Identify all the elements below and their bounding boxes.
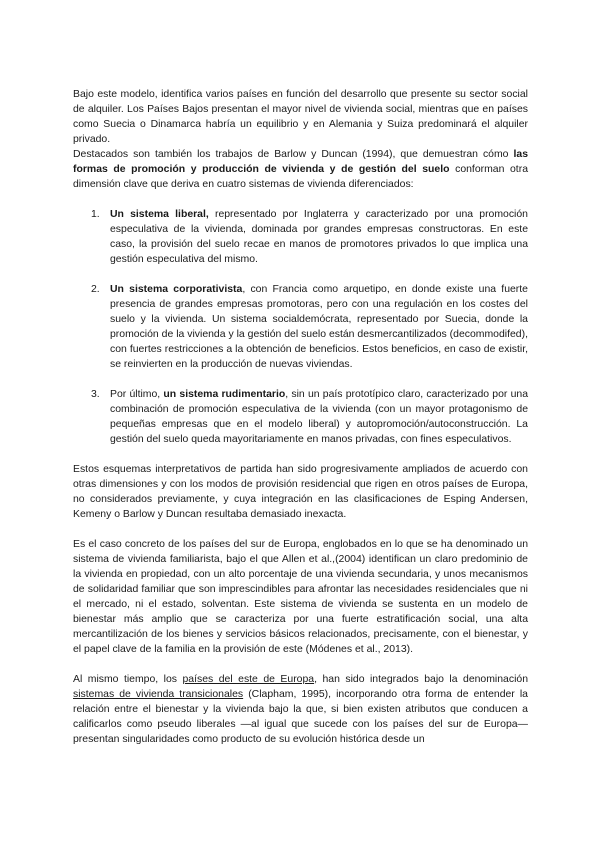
list-number: 2. [91,284,100,295]
list-item-corporativista [91,282,528,372]
housing-systems-list [73,207,528,447]
list-item-title: Un sistema liberal, [110,209,209,220]
list-item-rudimentario [91,387,528,447]
paragraph-este-de-europa [73,672,528,747]
list-item-liberal [91,207,528,267]
link-paises-este-europa[interactable]: países del este de Europa [182,674,315,685]
list-item-lead: Por último, [110,389,164,400]
list-number: 1. [91,209,100,220]
link-sistemas-transicionales[interactable]: sistemas de vivienda transicionales [73,689,244,700]
paragraph-intro: Bajo este modelo, identifica varios países en función del desarrollo que presente su sector social de alquiler. Los Países Bajos presentan el mayor nivel de vivienda social, mientras que en países como Suecia o Dinamarca habría un equilibrio y en Alemania y Suiza predominará el alquiler privado. [73,89,528,145]
paragraph-este-before: Al mismo tiempo, los [73,674,183,685]
paragraph-sur-de-europa: Es el caso concreto de los países del sur de Europa, englobados en lo que se ha denominado un sistema de vivienda familiarista, bajo el que Allen et al.,(2004) identifican un claro predominio de la vivienda en propiedad, con un alto porcentaje de una vivienda secundaria, y unos mecanismos de solidaridad familiar que son imprescindibles para afrontar las necesidades residenciales que ni el mercado, ni el estado, solventan. Este sistema de vivienda se sustenta en un modelo de bienestar más amplio que se caracteriza por una fuerte estratificación social, una alta mercantilización de los bienes y servicios básicos relacionados, precisamente, con el bienestar, y el papel clave de la familia en la provisión de este (Módenes et al., 2013). [73,539,528,655]
paragraph-este-mid: , han sido integrados bajo la denominación [314,674,529,685]
paragraph-barlow-duncan-after: conforman otra dimensión clave que deriva en cuatro sistemas de vivienda diferenciados: [73,164,528,190]
paragraph-barlow-duncan-emphasis: las formas de promoción y producción de vivienda y de gestión del suelo [73,149,528,175]
paragraph-barlow-duncan-before: Destacados son también los trabajos de Barlow y Duncan (1994), que demuestran cómo [73,149,514,160]
list-number: 3. [91,389,100,400]
paragraph-barlow-duncan [73,147,528,192]
paragraph-esquemas: Estos esquemas interpretativos de partida han sido progresivamente ampliados de acuerdo con otras dimensiones y con los modos de provisión residencial que rigen en otros países de Europa, no considerados previamente, y cuya integración en las clasificaciones de Esping Andersen, Kemeny o Barlow y Duncan resultaba demasiado inexacta. [73,464,528,520]
list-item-title: Un sistema corporativista [110,284,243,295]
paragraph-este-after: (Clapham, 1995), incorporando otra forma de entender la relación entre el bienestar y la vivienda bajo la que, si bien existen atributos que conducen a calificarlos como pseudo liberales —al igual que sucede con los países del sur de Europa— presentan singularidades como producto de su evolución histórica desde un [73,689,528,745]
list-item-text: , sin un país prototípico claro, caracterizado por una combinación de promoción especulativa de la vivienda (con un mayor protagonismo de pequeñas empresas que en el modelo liberal) y autopromoción/autoconstrucción. La gestión del suelo queda mayoritariamente en manos privadas, con fines especulativos. [110,389,528,445]
list-item-text: , con Francia como arquetipo, en donde existe una fuerte presencia de grandes empresas promotoras, pero con una regulación en los costes del suelo y la vivienda. Un sistema socialdemócrata, representado por Suecia, donde la promoción de la vivienda y la gestión del suelo están desmercantilizados (decommodifed), con fuertes restricciones a la obtención de beneficios. Estos beneficios, en caso de existir, se reinvierten en la producción de nuevas viviendas. [110,284,528,370]
list-item-title: un sistema rudimentario [163,389,286,400]
list-item-text: representado por Inglaterra y caracterizado por una promoción especulativa de la vivienda, dominada por grandes empresas constructoras. En este caso, la provisión del suelo recae en manos de promotores privados lo que implica una gestión especulativa del mismo. [110,209,528,265]
